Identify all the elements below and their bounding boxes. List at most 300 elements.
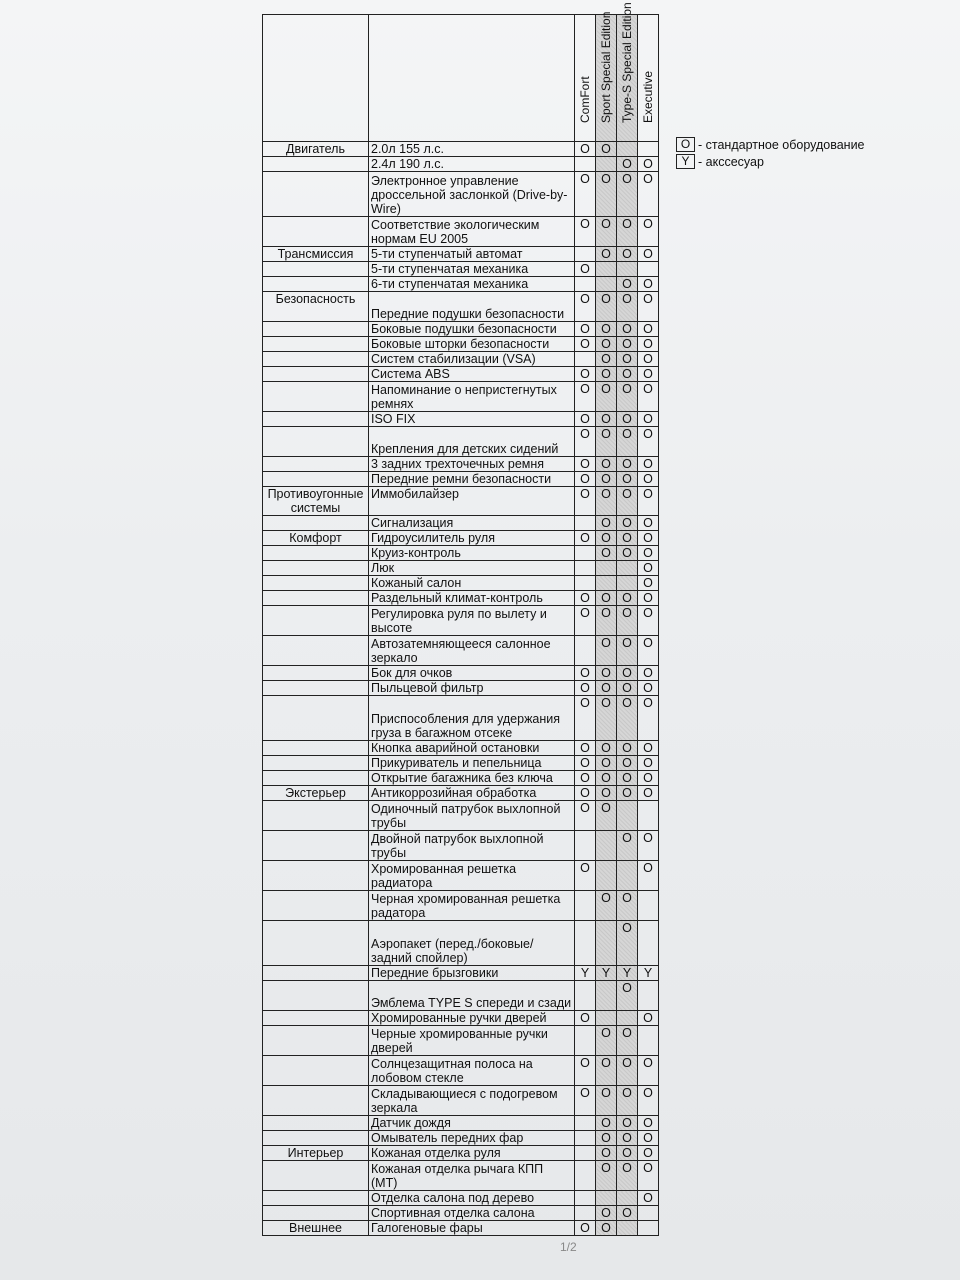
- mark-cell: O: [638, 756, 659, 771]
- mark-cell: O: [617, 157, 638, 172]
- mark-cell: O: [638, 322, 659, 337]
- feature-label: Электронное управление дроссельной заслонкой (Drive-by-Wire): [369, 172, 575, 217]
- table-row: [263, 1026, 659, 1056]
- mark-cell: O: [638, 1131, 659, 1146]
- mark-cell: [638, 891, 659, 921]
- mark-cell: O: [575, 681, 596, 696]
- mark-cell: [575, 576, 596, 591]
- mark-cell: [638, 801, 659, 831]
- feature-label: Складывающиеся с подогревом зеркала: [369, 1086, 575, 1116]
- feature-label: Люк: [369, 561, 575, 576]
- category-cell: [263, 696, 369, 741]
- table-row: [263, 921, 659, 966]
- mark-cell: [596, 921, 617, 966]
- mark-cell: [617, 1221, 638, 1236]
- mark-cell: O: [617, 1131, 638, 1146]
- mark-cell: O: [575, 172, 596, 217]
- feature-label: Галогеновые фары: [369, 1221, 575, 1236]
- mark-cell: O: [617, 666, 638, 681]
- category-cell: [263, 1161, 369, 1191]
- mark-cell: O: [617, 1086, 638, 1116]
- mark-cell: [575, 831, 596, 861]
- mark-cell: O: [575, 1056, 596, 1086]
- category-cell: [263, 262, 369, 277]
- feature-label: Регулировка руля по вылету и высоте: [369, 606, 575, 636]
- mark-cell: O: [596, 1131, 617, 1146]
- mark-cell: O: [638, 741, 659, 756]
- table-row: [263, 771, 659, 786]
- mark-cell: O: [617, 352, 638, 367]
- table-row: [263, 217, 659, 247]
- category-cell: [263, 1086, 369, 1116]
- mark-cell: O: [638, 531, 659, 546]
- mark-cell: O: [638, 157, 659, 172]
- legend-mark: O: [676, 137, 695, 152]
- mark-cell: O: [596, 412, 617, 427]
- category-cell: [263, 801, 369, 831]
- mark-cell: O: [596, 666, 617, 681]
- feature-label: Передние брызговики: [369, 966, 575, 981]
- feature-label: Омыватель передних фар: [369, 1131, 575, 1146]
- page-number: 1/2: [560, 1240, 577, 1254]
- category-cell: [263, 981, 369, 1011]
- table-row: [263, 591, 659, 606]
- feature-label: Эмблема TYPE S спереди и сзади: [369, 981, 575, 1011]
- feature-label: 6-ти ступенчатая механика: [369, 277, 575, 292]
- table-row: [263, 172, 659, 217]
- category-cell: [263, 591, 369, 606]
- mark-cell: O: [617, 696, 638, 741]
- category-label: Внешнее: [263, 1221, 369, 1236]
- mark-cell: O: [617, 681, 638, 696]
- mark-cell: O: [575, 292, 596, 322]
- feature-label: Двойной патрубок выхлопной трубы: [369, 831, 575, 861]
- mark-cell: O: [575, 142, 596, 157]
- category-cell: [263, 891, 369, 921]
- mark-cell: O: [596, 891, 617, 921]
- mark-cell: O: [596, 801, 617, 831]
- mark-cell: O: [638, 1086, 659, 1116]
- feature-label: Напоминание о непристегнутых ремнях: [369, 382, 575, 412]
- category-cell: [263, 382, 369, 412]
- mark-cell: [617, 561, 638, 576]
- table-row: [263, 981, 659, 1011]
- table-row: [263, 367, 659, 382]
- table-row: [263, 1131, 659, 1146]
- mark-cell: O: [596, 322, 617, 337]
- mark-cell: O: [617, 756, 638, 771]
- category-label: Противоугонные системы: [263, 487, 369, 516]
- column-header-type-s: Type-S Special Edition: [617, 15, 638, 142]
- feature-label: Черная хромированная решетка радатора: [369, 891, 575, 921]
- category-cell: [263, 1026, 369, 1056]
- mark-cell: O: [617, 591, 638, 606]
- feature-label: Прикуриватель и пепельница: [369, 756, 575, 771]
- mark-cell: [617, 801, 638, 831]
- feature-label: Система ABS: [369, 367, 575, 382]
- mark-cell: O: [638, 487, 659, 516]
- mark-cell: O: [638, 472, 659, 487]
- table-row: [263, 561, 659, 576]
- mark-cell: O: [638, 367, 659, 382]
- mark-cell: O: [575, 412, 596, 427]
- mark-cell: O: [575, 457, 596, 472]
- mark-cell: O: [596, 337, 617, 352]
- legend-item-accessory: [676, 153, 865, 170]
- mark-cell: Y: [575, 966, 596, 981]
- mark-cell: [575, 352, 596, 367]
- table-row: [263, 576, 659, 591]
- mark-cell: O: [575, 1086, 596, 1116]
- mark-cell: [575, 891, 596, 921]
- mark-cell: O: [617, 891, 638, 921]
- table-row: [263, 531, 659, 546]
- category-cell: [263, 427, 369, 457]
- table-row: [263, 1146, 659, 1161]
- category-cell: [263, 217, 369, 247]
- category-label: Безопасность: [263, 292, 369, 322]
- mark-cell: [617, 1191, 638, 1206]
- table-row: [263, 247, 659, 262]
- feature-label: Раздельный климат-контроль: [369, 591, 575, 606]
- mark-cell: O: [638, 382, 659, 412]
- mark-cell: O: [638, 546, 659, 561]
- mark-cell: Y: [617, 966, 638, 981]
- feature-label: Отделка салона под дерево: [369, 1191, 575, 1206]
- mark-cell: O: [617, 1026, 638, 1056]
- mark-cell: O: [596, 352, 617, 367]
- feature-label: Передние ремни безопасности: [369, 472, 575, 487]
- mark-cell: O: [638, 247, 659, 262]
- legend-item-standard: [676, 136, 865, 153]
- mark-cell: O: [638, 771, 659, 786]
- feature-label: Аэропакет (перед./боковые/задний спойлер): [369, 921, 575, 966]
- feature-label: Крепления для детских сидений: [369, 427, 575, 457]
- mark-cell: O: [575, 771, 596, 786]
- mark-cell: O: [596, 681, 617, 696]
- mark-cell: O: [638, 1056, 659, 1086]
- mark-cell: O: [575, 322, 596, 337]
- mark-cell: [596, 831, 617, 861]
- feature-label: Датчик дождя: [369, 1116, 575, 1131]
- category-cell: [263, 1116, 369, 1131]
- table-row: [263, 292, 659, 322]
- feature-label: Боковые шторки безопасности: [369, 337, 575, 352]
- feature-label: Систем стабилизации (VSA): [369, 352, 575, 367]
- feature-label: Кожаный салон: [369, 576, 575, 591]
- category-cell: [263, 367, 369, 382]
- category-cell: [263, 472, 369, 487]
- mark-cell: O: [617, 786, 638, 801]
- mark-cell: O: [575, 1221, 596, 1236]
- feature-label: Автозатемняющееся салонное зеркало: [369, 636, 575, 666]
- category-cell: [263, 1131, 369, 1146]
- mark-cell: O: [617, 427, 638, 457]
- mark-cell: O: [575, 696, 596, 741]
- mark-cell: [638, 1206, 659, 1221]
- mark-cell: O: [596, 292, 617, 322]
- mark-cell: O: [638, 831, 659, 861]
- mark-cell: O: [617, 457, 638, 472]
- column-header-executive: Executive: [638, 15, 659, 142]
- mark-cell: O: [575, 666, 596, 681]
- feature-label: Сигнализация: [369, 516, 575, 531]
- feature-label: Солнцезащитная полоса на лобовом стекле: [369, 1056, 575, 1086]
- mark-cell: O: [617, 831, 638, 861]
- mark-cell: O: [617, 1161, 638, 1191]
- mark-cell: [596, 262, 617, 277]
- mark-cell: O: [596, 636, 617, 666]
- category-label: Экстерьер: [263, 786, 369, 801]
- mark-cell: [617, 1011, 638, 1026]
- table-row: [263, 382, 659, 412]
- mark-cell: [617, 576, 638, 591]
- table-row: [263, 157, 659, 172]
- category-cell: [263, 741, 369, 756]
- mark-cell: O: [596, 1086, 617, 1116]
- category-label: Трансмиссия: [263, 247, 369, 262]
- mark-cell: [596, 981, 617, 1011]
- mark-cell: O: [596, 606, 617, 636]
- table-row: [263, 1221, 659, 1236]
- feature-label: Хромированные ручки дверей: [369, 1011, 575, 1026]
- table-row: [263, 457, 659, 472]
- mark-cell: O: [617, 277, 638, 292]
- mark-cell: O: [575, 591, 596, 606]
- category-cell: [263, 1011, 369, 1026]
- feature-label: 2.0л 155 л.с.: [369, 142, 575, 157]
- mark-cell: O: [617, 636, 638, 666]
- mark-cell: [617, 861, 638, 891]
- feature-label: 3 задних трехточечных ремня: [369, 457, 575, 472]
- table-row: [263, 427, 659, 457]
- table-row: [263, 756, 659, 771]
- table-row: [263, 966, 659, 981]
- mark-cell: [575, 1131, 596, 1146]
- mark-cell: O: [617, 1146, 638, 1161]
- mark-cell: O: [596, 696, 617, 741]
- column-header-sport: Sport Special Edition: [596, 15, 617, 142]
- feature-label: Хромированная решетка радиатора: [369, 861, 575, 891]
- mark-cell: O: [596, 217, 617, 247]
- table-row: [263, 1086, 659, 1116]
- table-row: [263, 1191, 659, 1206]
- mark-cell: [575, 921, 596, 966]
- mark-cell: O: [617, 1056, 638, 1086]
- category-cell: [263, 771, 369, 786]
- feature-label: Кожаная отделка руля: [369, 1146, 575, 1161]
- mark-cell: [596, 561, 617, 576]
- mark-cell: O: [596, 1221, 617, 1236]
- table-row: [263, 1116, 659, 1131]
- table-row: [263, 891, 659, 921]
- mark-cell: O: [617, 531, 638, 546]
- mark-cell: O: [596, 1056, 617, 1086]
- mark-cell: O: [617, 172, 638, 217]
- mark-cell: O: [617, 382, 638, 412]
- mark-cell: O: [617, 412, 638, 427]
- mark-cell: O: [575, 367, 596, 382]
- mark-cell: O: [638, 172, 659, 217]
- mark-cell: [596, 1191, 617, 1206]
- category-cell: [263, 172, 369, 217]
- feature-label: Круиз-контроль: [369, 546, 575, 561]
- mark-cell: [575, 1146, 596, 1161]
- mark-cell: [596, 576, 617, 591]
- category-cell: [263, 756, 369, 771]
- mark-cell: O: [638, 561, 659, 576]
- equipment-table: [262, 2, 659, 1236]
- feature-label: Соответствие экологическим нормам EU 2005: [369, 217, 575, 247]
- mark-cell: O: [596, 1206, 617, 1221]
- table-row: [263, 277, 659, 292]
- feature-label: Бок для очков: [369, 666, 575, 681]
- category-cell: [263, 681, 369, 696]
- table-row: [263, 142, 659, 157]
- mark-cell: O: [617, 337, 638, 352]
- mark-cell: O: [617, 367, 638, 382]
- mark-cell: [638, 262, 659, 277]
- feature-label: 5-ти ступенчатый автомат: [369, 247, 575, 262]
- feature-label: Одиночный патрубок выхлопной трубы: [369, 801, 575, 831]
- mark-cell: O: [596, 142, 617, 157]
- mark-cell: [638, 981, 659, 1011]
- mark-cell: O: [617, 1206, 638, 1221]
- table-row: [263, 412, 659, 427]
- table-row: [263, 861, 659, 891]
- header-category-cell: [263, 15, 369, 142]
- mark-cell: O: [617, 606, 638, 636]
- category-cell: [263, 277, 369, 292]
- mark-cell: [575, 546, 596, 561]
- category-cell: [263, 921, 369, 966]
- mark-cell: [638, 1221, 659, 1236]
- mark-cell: [575, 516, 596, 531]
- legend-mark: Y: [676, 154, 695, 169]
- mark-cell: O: [575, 427, 596, 457]
- table-row: [263, 1056, 659, 1086]
- mark-cell: O: [638, 1116, 659, 1131]
- feature-label: Иммобилайзер: [369, 487, 575, 516]
- mark-cell: O: [596, 247, 617, 262]
- feature-label: Спортивная отделка салона: [369, 1206, 575, 1221]
- mark-cell: O: [596, 546, 617, 561]
- mark-cell: O: [596, 172, 617, 217]
- category-cell: [263, 636, 369, 666]
- category-cell: [263, 966, 369, 981]
- mark-cell: O: [575, 337, 596, 352]
- mark-cell: O: [617, 546, 638, 561]
- mark-cell: [575, 277, 596, 292]
- legend-text: - акссесуар: [698, 154, 764, 169]
- feature-label: Пыльцевой фильтр: [369, 681, 575, 696]
- category-cell: [263, 157, 369, 172]
- mark-cell: O: [617, 472, 638, 487]
- feature-label: ISO FIX: [369, 412, 575, 427]
- feature-label: Антикоррозийная обработка: [369, 786, 575, 801]
- table-row: [263, 741, 659, 756]
- mark-cell: [575, 1116, 596, 1131]
- mark-cell: O: [638, 786, 659, 801]
- mark-cell: O: [575, 786, 596, 801]
- table-row: [263, 262, 659, 277]
- mark-cell: O: [575, 801, 596, 831]
- mark-cell: O: [617, 247, 638, 262]
- feature-label: Приспособления для удержания груза в багажном отсеке: [369, 696, 575, 741]
- table-row: [263, 1206, 659, 1221]
- mark-cell: O: [596, 487, 617, 516]
- mark-cell: O: [596, 367, 617, 382]
- mark-cell: O: [638, 666, 659, 681]
- mark-cell: [617, 142, 638, 157]
- mark-cell: [596, 277, 617, 292]
- mark-cell: O: [638, 516, 659, 531]
- mark-cell: [575, 1206, 596, 1221]
- mark-cell: O: [575, 606, 596, 636]
- legend: [676, 136, 865, 170]
- mark-cell: O: [596, 427, 617, 457]
- table-row: [263, 322, 659, 337]
- spec-sheet: [262, 2, 658, 1236]
- category-cell: [263, 831, 369, 861]
- mark-cell: [575, 1161, 596, 1191]
- mark-cell: Y: [596, 966, 617, 981]
- mark-cell: O: [596, 756, 617, 771]
- mark-cell: O: [638, 606, 659, 636]
- mark-cell: O: [575, 382, 596, 412]
- feature-label: Кнопка аварийной остановки: [369, 741, 575, 756]
- mark-cell: O: [575, 741, 596, 756]
- mark-cell: O: [638, 861, 659, 891]
- mark-cell: O: [638, 576, 659, 591]
- table-row: [263, 696, 659, 741]
- mark-cell: [575, 981, 596, 1011]
- mark-cell: [596, 157, 617, 172]
- mark-cell: O: [638, 412, 659, 427]
- mark-cell: O: [638, 1191, 659, 1206]
- mark-cell: O: [596, 1116, 617, 1131]
- feature-label: Передние подушки безопасности: [369, 292, 575, 322]
- mark-cell: [638, 142, 659, 157]
- mark-cell: [575, 1191, 596, 1206]
- mark-cell: [638, 921, 659, 966]
- table-row: [263, 1161, 659, 1191]
- category-label: Комфорт: [263, 531, 369, 546]
- category-cell: [263, 576, 369, 591]
- mark-cell: O: [617, 322, 638, 337]
- header-feature-cell: [369, 15, 575, 142]
- table-row: [263, 1011, 659, 1026]
- mark-cell: O: [617, 771, 638, 786]
- mark-cell: O: [596, 457, 617, 472]
- mark-cell: O: [617, 516, 638, 531]
- feature-label: Черные хромированные ручки дверей: [369, 1026, 575, 1056]
- category-cell: [263, 561, 369, 576]
- category-label: Двигатель: [263, 142, 369, 157]
- table-row: [263, 801, 659, 831]
- mark-cell: O: [617, 921, 638, 966]
- category-cell: [263, 1191, 369, 1206]
- feature-label: Кожаная отделка рычага КПП (MT): [369, 1161, 575, 1191]
- mark-cell: O: [596, 382, 617, 412]
- mark-cell: O: [596, 472, 617, 487]
- mark-cell: O: [617, 1116, 638, 1131]
- mark-cell: O: [596, 1146, 617, 1161]
- mark-cell: O: [638, 1011, 659, 1026]
- mark-cell: O: [596, 1161, 617, 1191]
- mark-cell: O: [575, 531, 596, 546]
- mark-cell: O: [638, 636, 659, 666]
